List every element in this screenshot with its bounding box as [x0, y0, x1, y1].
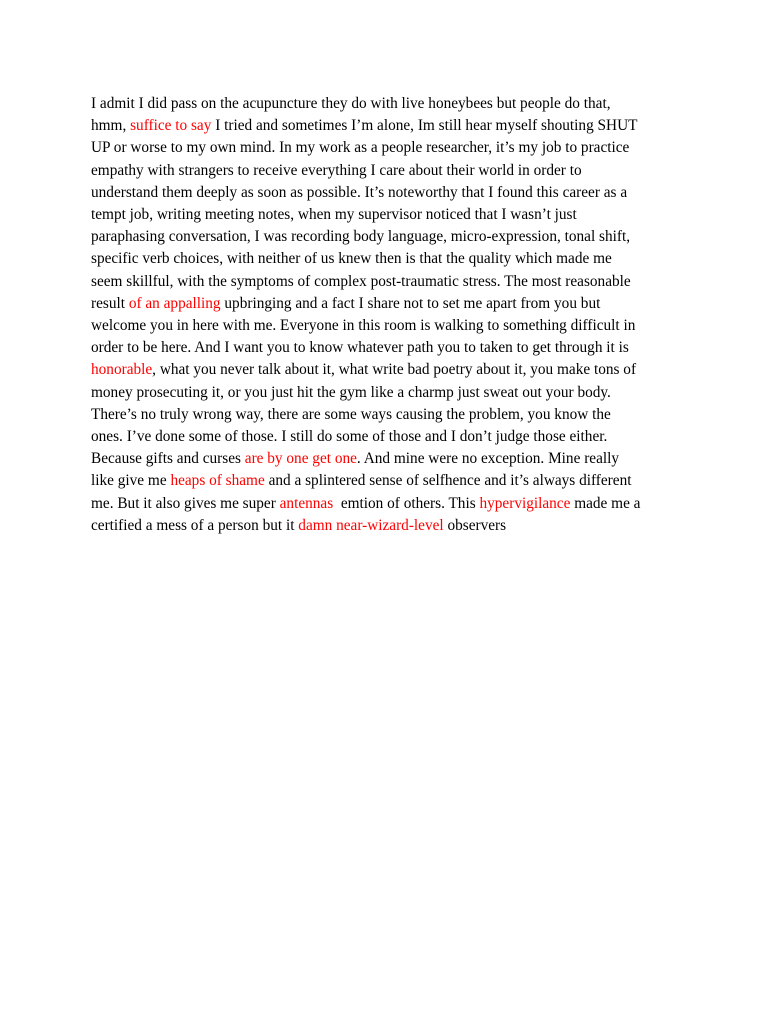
text-line: [91, 93, 691, 115]
text-segment: upbringing and a fact I share not to set me apart from you but: [220, 294, 601, 312]
text-segment: There’s no truly wrong way, there are some ways causing the problem, you know the: [91, 405, 611, 423]
text-line: [91, 315, 691, 337]
highlighted-phrase: heaps of shame: [170, 472, 265, 490]
body-paragraph: [91, 93, 691, 537]
text-segment: observers: [443, 516, 507, 534]
text-segment: ones. I’ve done some of those. I still do some of those and I don’t judge those either.: [91, 428, 608, 446]
highlighted-phrase: antennas: [279, 494, 334, 512]
text-line: [91, 226, 691, 248]
text-segment: understand them deeply as soon as possible. It’s noteworthy that I found this career as a: [91, 183, 628, 201]
text-line: [91, 160, 691, 182]
text-segment: certified a mess of a person but it: [91, 516, 299, 534]
text-line: [91, 493, 691, 515]
text-segment: and a splintered sense of selfhence and it’s always different: [264, 472, 632, 490]
text-segment: money prosecuting it, or you just hit the gym like a charmp just sweat out your body.: [91, 383, 611, 401]
text-line: [91, 470, 691, 492]
text-segment: Because gifts and curses: [91, 450, 245, 468]
text-line: [91, 426, 691, 448]
highlighted-phrase: honorable: [91, 361, 153, 379]
text-line: [91, 515, 691, 537]
text-segment: result: [91, 294, 129, 312]
text-line: [91, 382, 691, 404]
text-line: [91, 271, 691, 293]
text-line: [91, 293, 691, 315]
text-segment: empathy with strangers to receive everything I care about their world in order to: [91, 161, 582, 179]
text-segment: made me a: [570, 494, 641, 512]
text-line: [91, 115, 691, 137]
text-line: [91, 404, 691, 426]
text-segment: me. But it also gives me super: [91, 494, 280, 512]
text-line: [91, 204, 691, 226]
text-segment: seem skillful, with the symptoms of complex post-traumatic stress. The most reasonable: [91, 272, 631, 290]
text-line: [91, 182, 691, 204]
highlighted-phrase: suffice to say: [130, 117, 212, 135]
text-segment: specific verb choices, with neither of us knew then is that the quality which made me: [91, 250, 612, 268]
highlighted-phrase: are by one get one: [244, 450, 357, 468]
text-segment: tempt job, writing meeting notes, when my supervisor noticed that I wasn’t just: [91, 206, 577, 224]
highlighted-phrase: damn near-wizard-level: [298, 516, 444, 534]
text-segment: I tried and sometimes I’m alone, Im still hear myself shouting SHUT: [211, 117, 638, 135]
text-line: [91, 337, 691, 359]
text-line: [91, 448, 691, 470]
text-line: [91, 359, 691, 381]
text-segment: order to be here. And I want you to know whatever path you to taken to get through it is: [91, 339, 629, 357]
text-segment: . And mine were no exception. Mine really: [356, 450, 620, 468]
highlighted-phrase: hypervigilance: [479, 494, 571, 512]
text-segment: emtion of others. This: [333, 494, 480, 512]
text-segment: hmm,: [91, 117, 131, 135]
text-segment: like give me: [91, 472, 171, 490]
text-segment: welcome you in here with me. Everyone in this room is walking to something difficult in: [91, 317, 636, 335]
text-segment: , what you never talk about it, what write bad poetry about it, you make tons of: [152, 361, 637, 379]
text-segment: I admit I did pass on the acupuncture they do with live honeybees but people do that,: [91, 95, 611, 112]
text-segment: paraphasing conversation, I was recording body language, micro-expression, tonal shift,: [91, 228, 631, 246]
text-segment: UP or worse to my own mind. In my work as a people researcher, it’s my job to practice: [91, 139, 630, 157]
text-line: [91, 137, 691, 159]
highlighted-phrase: of an appalling: [128, 294, 221, 312]
text-line: [91, 248, 691, 270]
